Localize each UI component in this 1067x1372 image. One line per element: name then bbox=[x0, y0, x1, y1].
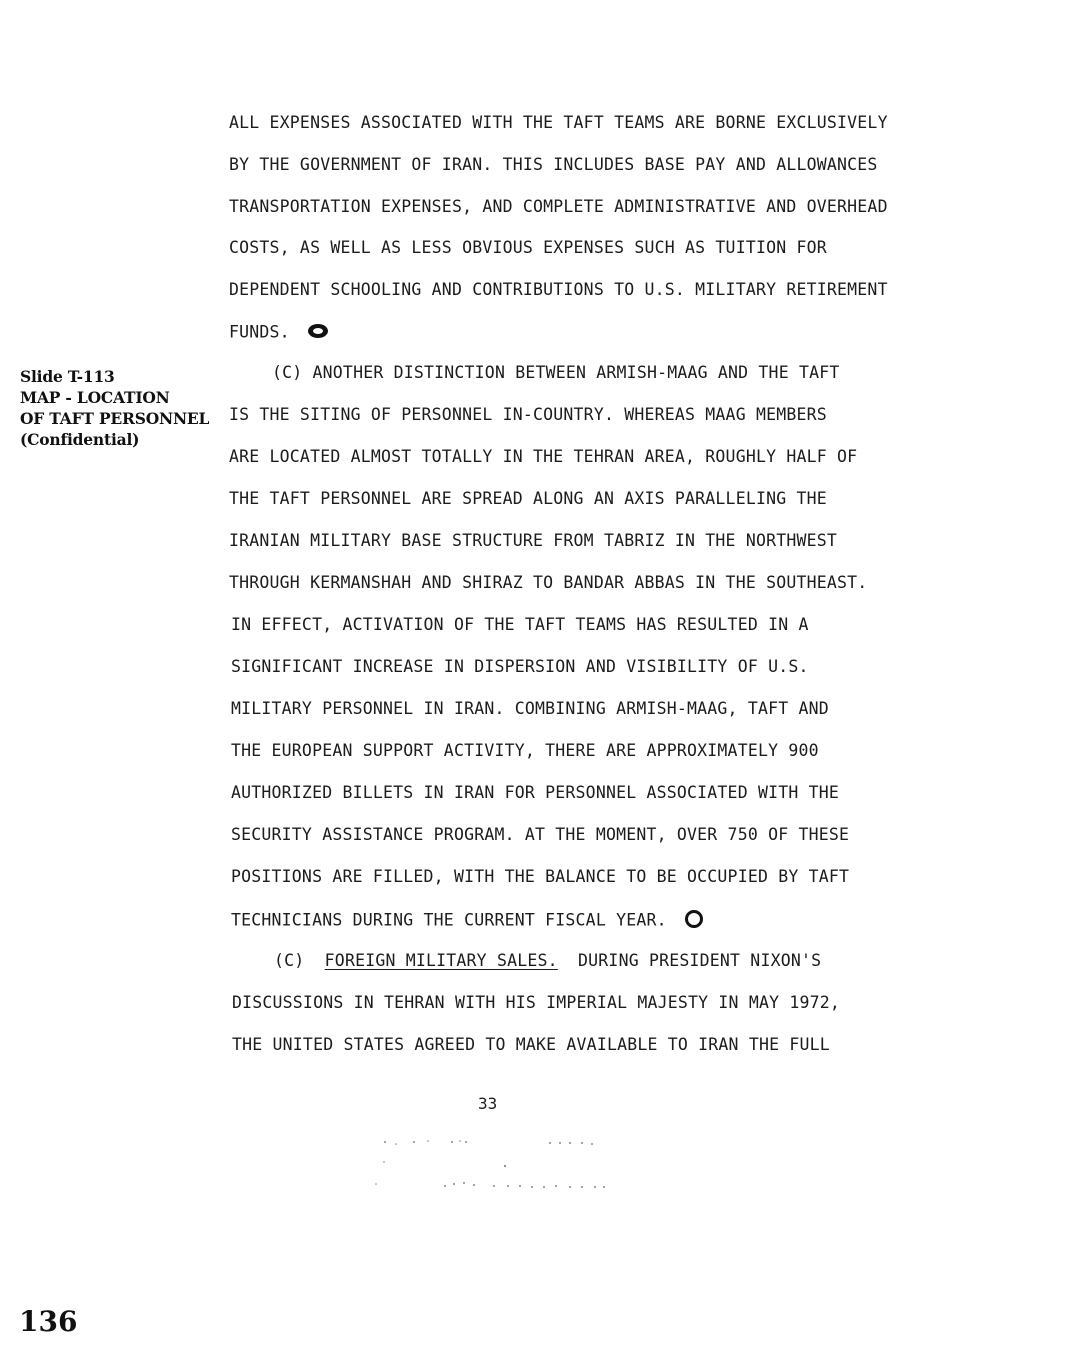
text-line-last bbox=[231, 909, 707, 933]
text-fragment: TECHNICIANS DURING THE CURRENT FISCAL YEAR. bbox=[231, 910, 667, 930]
text-line bbox=[274, 951, 821, 970]
text-line: THROUGH KERMANSHAH AND SHIRAZ TO BANDAR ABBAS IN THE SOUTHEAST. bbox=[229, 573, 868, 592]
text-line: IRANIAN MILITARY BASE STRUCTURE FROM TABRIZ IN THE NORTHWEST bbox=[229, 531, 838, 550]
text-line: TRANSPORTATION EXPENSES, AND COMPLETE ADMINISTRATIVE AND OVERHEAD bbox=[229, 197, 888, 216]
text-line: AUTHORIZED BILLETS IN IRAN FOR PERSONNEL ASSOCIATED WITH THE bbox=[231, 783, 840, 802]
text-line: SECURITY ASSISTANCE PROGRAM. AT THE MOMENT, OVER 750 OF THESE bbox=[231, 825, 850, 844]
book-page-number: 136 bbox=[19, 1305, 78, 1338]
classification-mark-icon bbox=[683, 909, 707, 933]
text-line: THE TAFT PERSONNEL ARE SPREAD ALONG AN AXIS PARALLELING THE bbox=[229, 489, 827, 508]
scan-artifact bbox=[370, 1130, 620, 1205]
text-line: MILITARY PERSONNEL IN IRAN. COMBINING ARMISH-MAAG, TAFT AND bbox=[231, 699, 829, 718]
text-line: DEPENDENT SCHOOLING AND CONTRIBUTIONS TO U.S. MILITARY RETIREMENT bbox=[229, 280, 888, 299]
text-line-last bbox=[229, 322, 332, 344]
sidenote-line: Slide T-113 bbox=[20, 367, 115, 386]
text-line: BY THE GOVERNMENT OF IRAN. THIS INCLUDES BASE PAY AND ALLOWANCES bbox=[229, 155, 878, 174]
text-line: ARE LOCATED ALMOST TOTALLY IN THE TEHRAN AREA, ROUGHLY HALF OF bbox=[229, 447, 858, 466]
section-heading: FOREIGN MILITARY SALES. bbox=[324, 951, 558, 970]
text-line: DISCUSSIONS IN TEHRAN WITH HIS IMPERIAL MAJESTY IN MAY 1972, bbox=[232, 993, 841, 1012]
sidenote-line: MAP - LOCATION bbox=[20, 388, 170, 407]
text-line: IN EFFECT, ACTIVATION OF THE TAFT TEAMS HAS RESULTED IN A bbox=[231, 615, 809, 634]
sidenote-line: (Confidential) bbox=[20, 430, 140, 449]
text-line: COSTS, AS WELL AS LESS OBVIOUS EXPENSES SUCH AS TUITION FOR bbox=[229, 238, 827, 257]
text-fragment: FUNDS. bbox=[229, 322, 290, 342]
sidenote-line: OF TAFT PERSONNEL bbox=[20, 409, 210, 428]
text-fragment: DURING PRESIDENT NIXON'S bbox=[557, 951, 822, 970]
text-line: ALL EXPENSES ASSOCIATED WITH THE TAFT TEAMS ARE BORNE EXCLUSIVELY bbox=[229, 113, 888, 132]
text-fragment: (C) bbox=[274, 951, 325, 970]
classification-mark-icon bbox=[306, 322, 332, 344]
text-line: POSITIONS ARE FILLED, WITH THE BALANCE TO BE OCCUPIED BY TAFT bbox=[231, 867, 850, 886]
page-number: 33 bbox=[478, 1094, 498, 1113]
text-line: THE EUROPEAN SUPPORT ACTIVITY, THERE ARE APPROXIMATELY 900 bbox=[231, 741, 819, 760]
text-line: IS THE SITING OF PERSONNEL IN-COUNTRY. WHEREAS MAAG MEMBERS bbox=[229, 405, 827, 424]
text-line: SIGNIFICANT INCREASE IN DISPERSION AND VISIBILITY OF U.S. bbox=[231, 657, 809, 676]
text-line: (C) ANOTHER DISTINCTION BETWEEN ARMISH-MAAG AND THE TAFT bbox=[272, 363, 840, 382]
text-line: THE UNITED STATES AGREED TO MAKE AVAILABLE TO IRAN THE FULL bbox=[232, 1035, 830, 1054]
